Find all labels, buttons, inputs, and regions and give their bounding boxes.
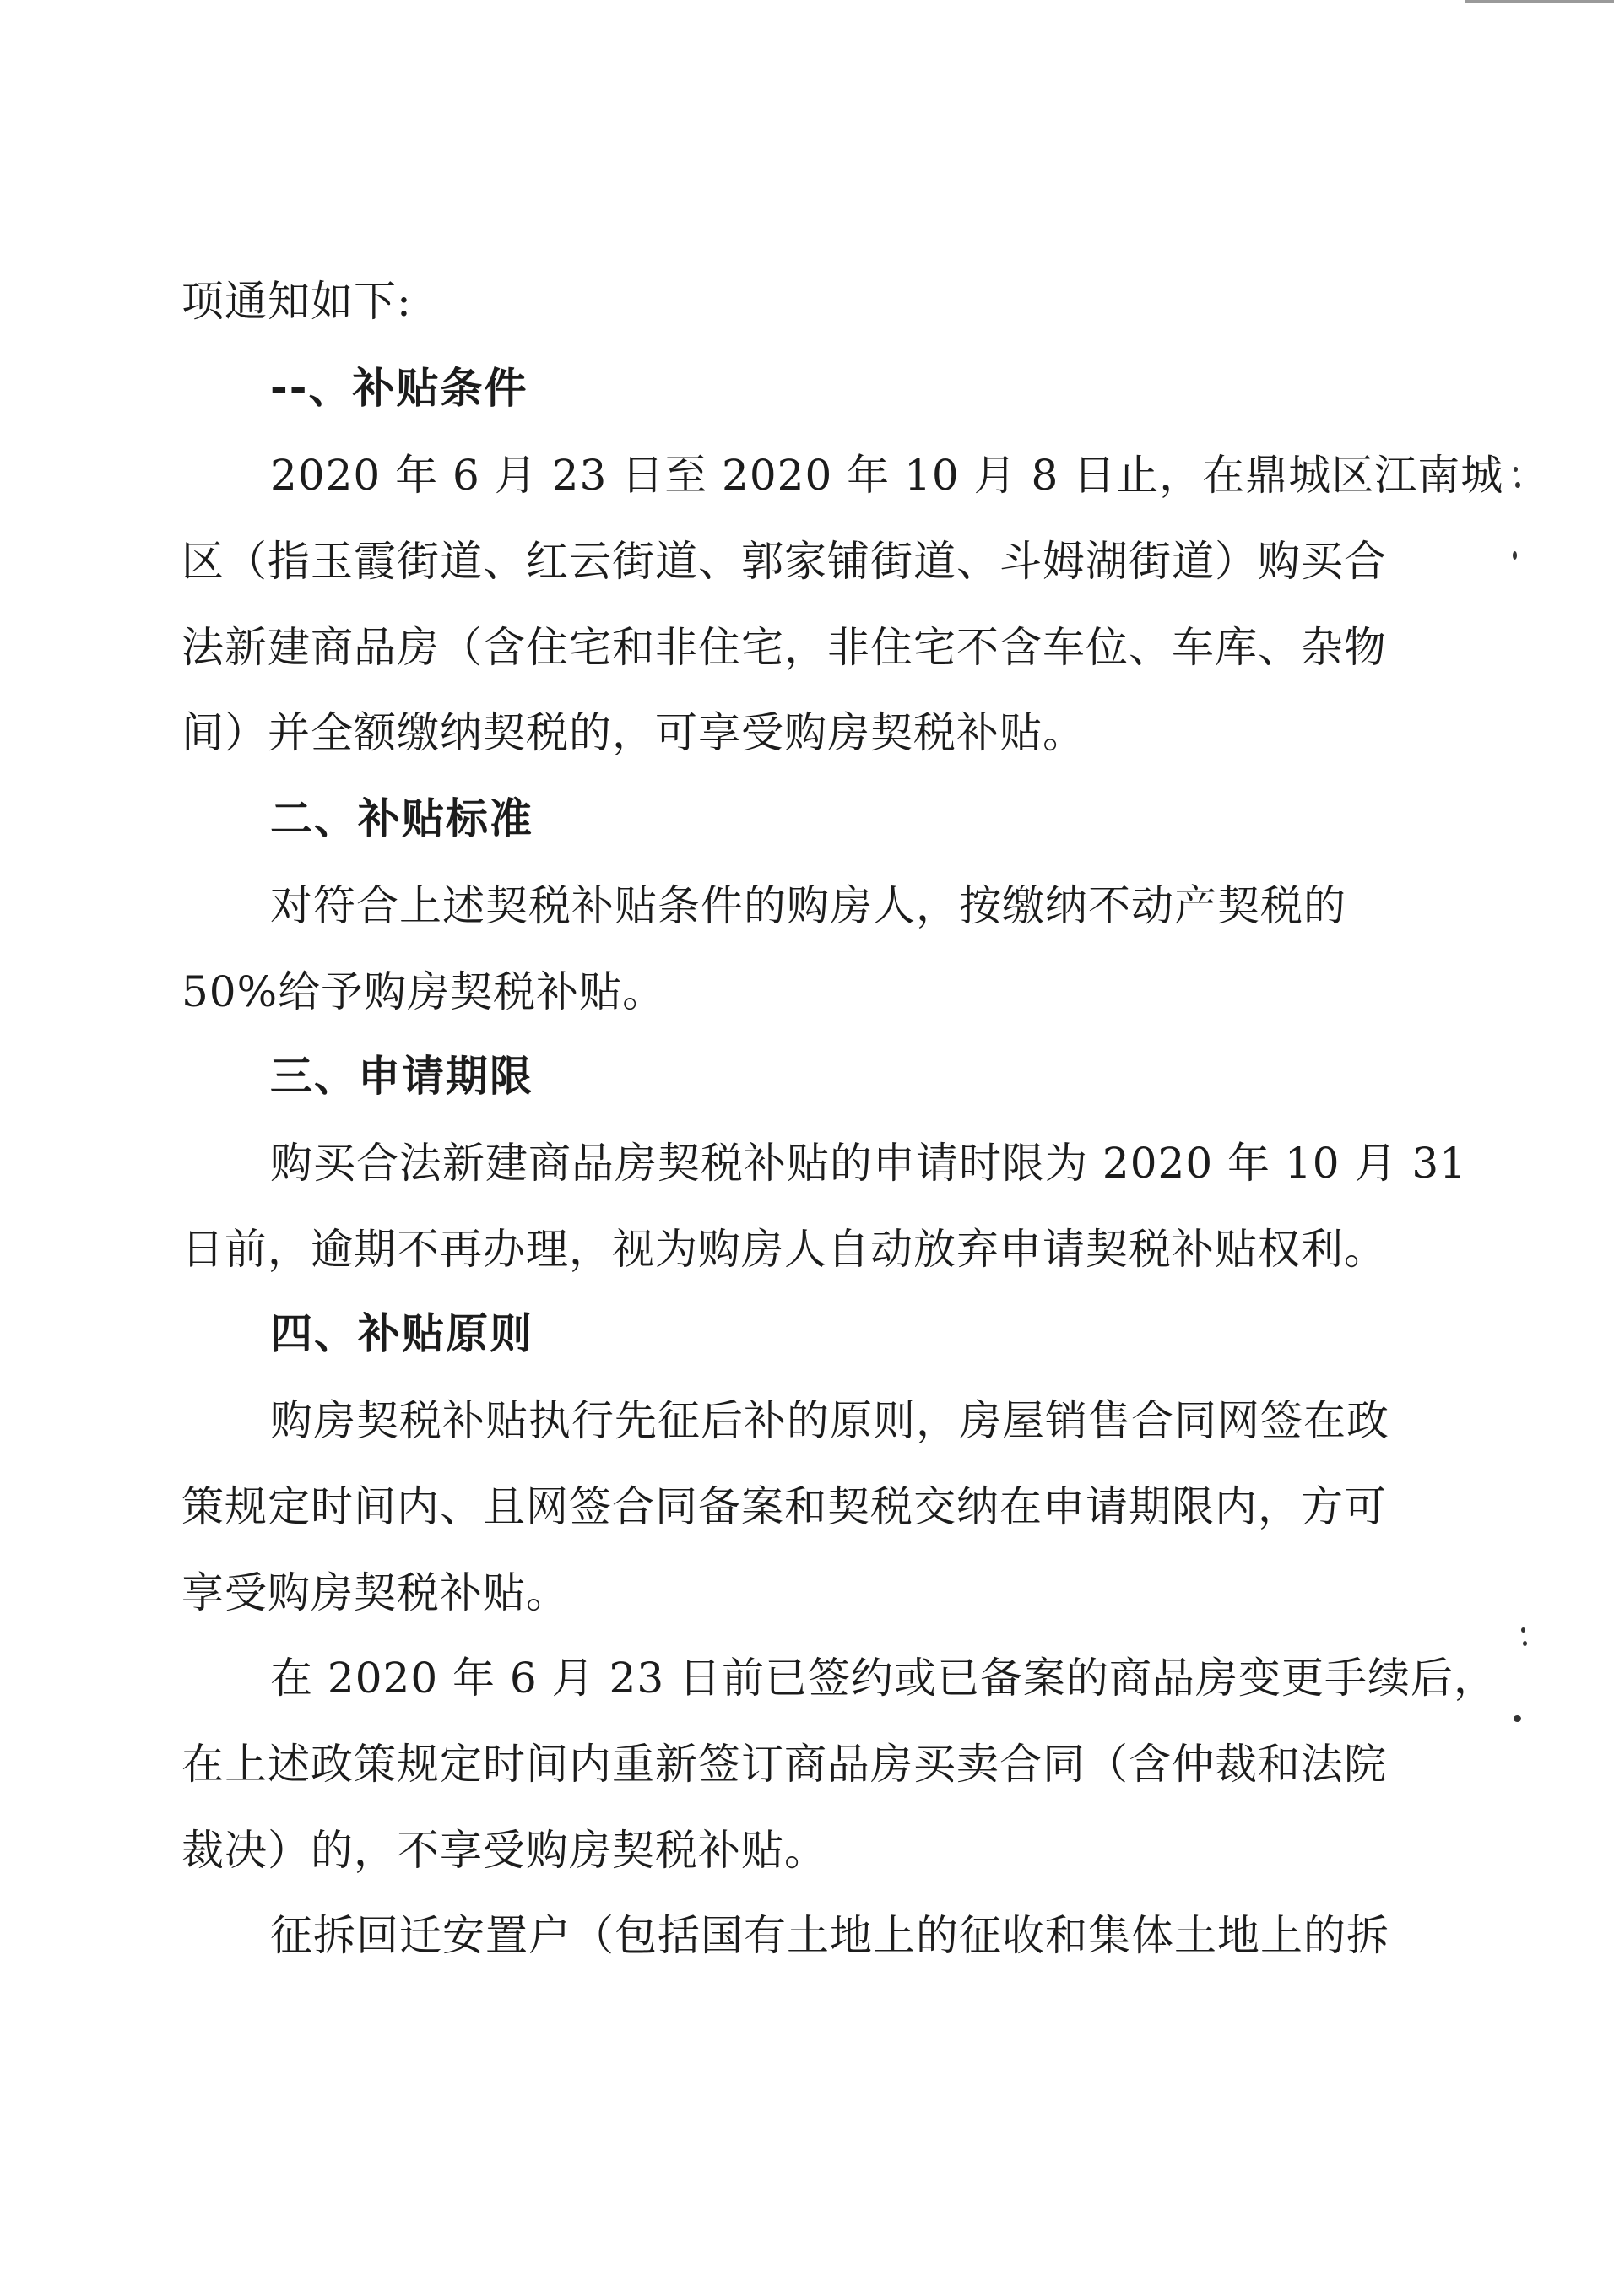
text-line: 在 2020 年 6 月 23 日前已签约或已备案的商品房变更手续后， <box>270 1654 1498 1703</box>
text-line: 裁决）的，不享受购房契税补贴。 <box>181 1826 827 1875</box>
section-heading: 四、补贴原则 <box>270 1309 533 1358</box>
text-line: 购买合法新建商品房契税补贴的申请时限为 2020 年 10 月 31 <box>270 1139 1467 1188</box>
scan-speck <box>1521 1627 1525 1633</box>
text-line: 区（指玉霞街道、红云街道、郭家铺街道、斗姆湖街道）购买合 <box>181 537 1387 586</box>
section-heading: --、补贴条件 <box>270 364 528 413</box>
text-line: 日前，逾期不再办理，视为购房人自动放弃申请契税补贴权利。 <box>181 1225 1387 1274</box>
text-line: 购房契税补贴执行先征后补的原则，房屋销售合同网签在政 <box>270 1396 1389 1445</box>
text-line: 50%给予购房契税补贴。 <box>181 967 666 1016</box>
text-line: 在上述政策规定时间内重新签订商品房买卖合同（含仲裁和法院 <box>181 1740 1387 1789</box>
section-heading: 二、补贴标准 <box>270 794 533 843</box>
scan-speck <box>1515 482 1520 488</box>
text-line: 策规定时间内、且网签合同备案和契税交纳在申请期限内，方可 <box>181 1482 1387 1531</box>
text-line: 项通知如下: <box>181 277 412 326</box>
text-line: 征拆回迁安置户（包括国有土地上的征收和集体土地上的拆 <box>270 1911 1389 1960</box>
scan-speck <box>1514 467 1518 472</box>
text-line: 对符合上述契税补贴条件的购房人，按缴纳不动产契税的 <box>270 881 1346 930</box>
text-line: 2020 年 6 月 23 日至 2020 年 10 月 8 日止，在鼎城区江南城 <box>270 451 1504 500</box>
scan-speck <box>1514 1715 1521 1722</box>
scan-edge-line <box>1465 0 1614 3</box>
text-line: 间）并全额缴纳契税的，可享受购房契税补贴。 <box>181 708 1086 757</box>
text-line: 享受购房契税补贴。 <box>181 1568 569 1617</box>
section-heading: 三、申请期限 <box>270 1052 533 1101</box>
text-line: 法新建商品房（含住宅和非住宅，非住宅不含车位、车库、杂物 <box>181 623 1387 672</box>
scan-speck <box>1523 1641 1527 1646</box>
scan-speck <box>1513 551 1517 560</box>
